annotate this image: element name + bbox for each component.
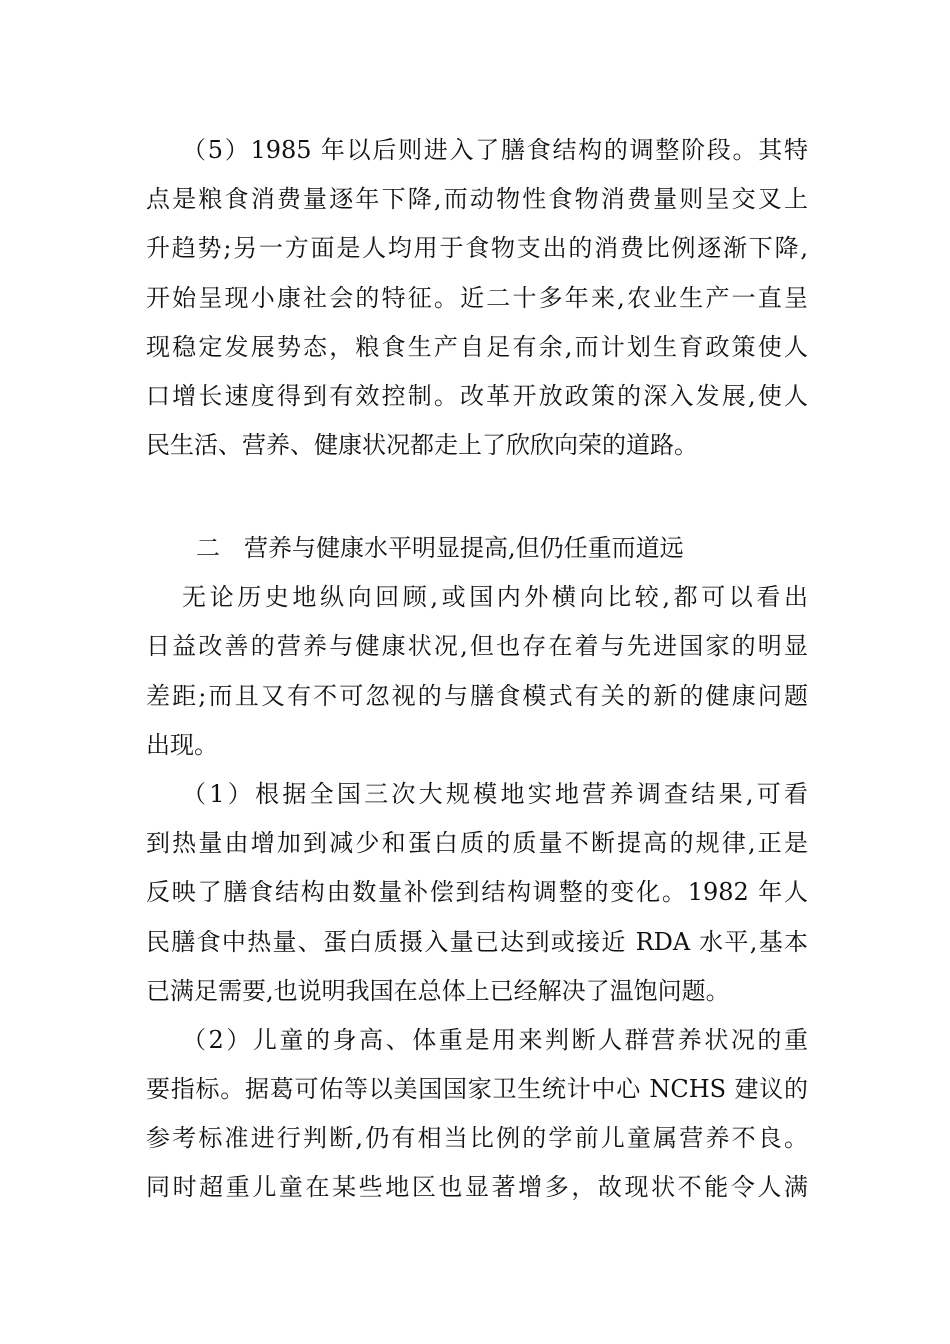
text-line: 点是粮食消费量逐年下降,而动物性食物消费量则呈交叉上 xyxy=(146,185,808,214)
text-line: 现稳定发展势态，粮食生产自足有余,而计划生育政策使人 xyxy=(146,332,808,361)
text-line: 开始呈现小康社会的特征。近二十多年来,农业生产一直呈 xyxy=(146,283,808,312)
text-line: 民膳食中热量、蛋白质摄入量已达到或接近 RDA 水平,基本 xyxy=(146,927,808,956)
text-line: （1）根据全国三次大规模地实地营养调查结果,可看 xyxy=(182,779,808,808)
text-line: 到热量由增加到减少和蛋白质的质量不断提高的规律,正是 xyxy=(146,829,808,858)
text-line: 参考标准进行判断,仍有相当比例的学前儿童属营养不良。 xyxy=(146,1124,808,1153)
text-line: 出现。 xyxy=(146,730,218,759)
text-line: 口增长速度得到有效控制。改革开放政策的深入发展,使人 xyxy=(146,381,808,410)
section-nutrition-health xyxy=(146,524,808,1213)
text-line: 反映了膳食结构由数量补偿到结构调整的变化。1982 年人 xyxy=(146,878,808,907)
text-line: 差距;而且又有不可忽视的与膳食模式有关的新的健康问题 xyxy=(146,681,808,710)
text-line: 同时超重儿童在某些地区也显著增多，故现状不能令人满 xyxy=(146,1173,808,1202)
text-line: 民生活、营养、健康状况都走上了欣欣向荣的道路。 xyxy=(146,431,698,460)
text-line: 要指标。据葛可佑等以美国国家卫生统计中心 NCHS 建议的 xyxy=(146,1075,808,1104)
text-line: （5）1985 年以后则进入了膳食结构的调整阶段。其特 xyxy=(182,136,808,164)
text-line: 已满足需要,也说明我国在总体上已经解决了温饱问题。 xyxy=(146,976,730,1005)
text-line: （2）儿童的身高、体重是用来判断人群营养状况的重 xyxy=(182,1025,808,1054)
text-line: 升趋势;另一方面是人均用于食物支出的消费比例逐渐下降, xyxy=(146,234,808,263)
paragraph-dietary-adjustment xyxy=(146,126,808,470)
text-line: 日益改善的营养与健康状况,但也存在着与先进国家的明显 xyxy=(146,632,808,661)
section-heading: 二 营养与健康水平明显提高,但仍任重而道远 xyxy=(196,534,684,562)
text-line: 无论历史地纵向回顾,或国内外横向比较,都可以看出 xyxy=(182,583,808,612)
